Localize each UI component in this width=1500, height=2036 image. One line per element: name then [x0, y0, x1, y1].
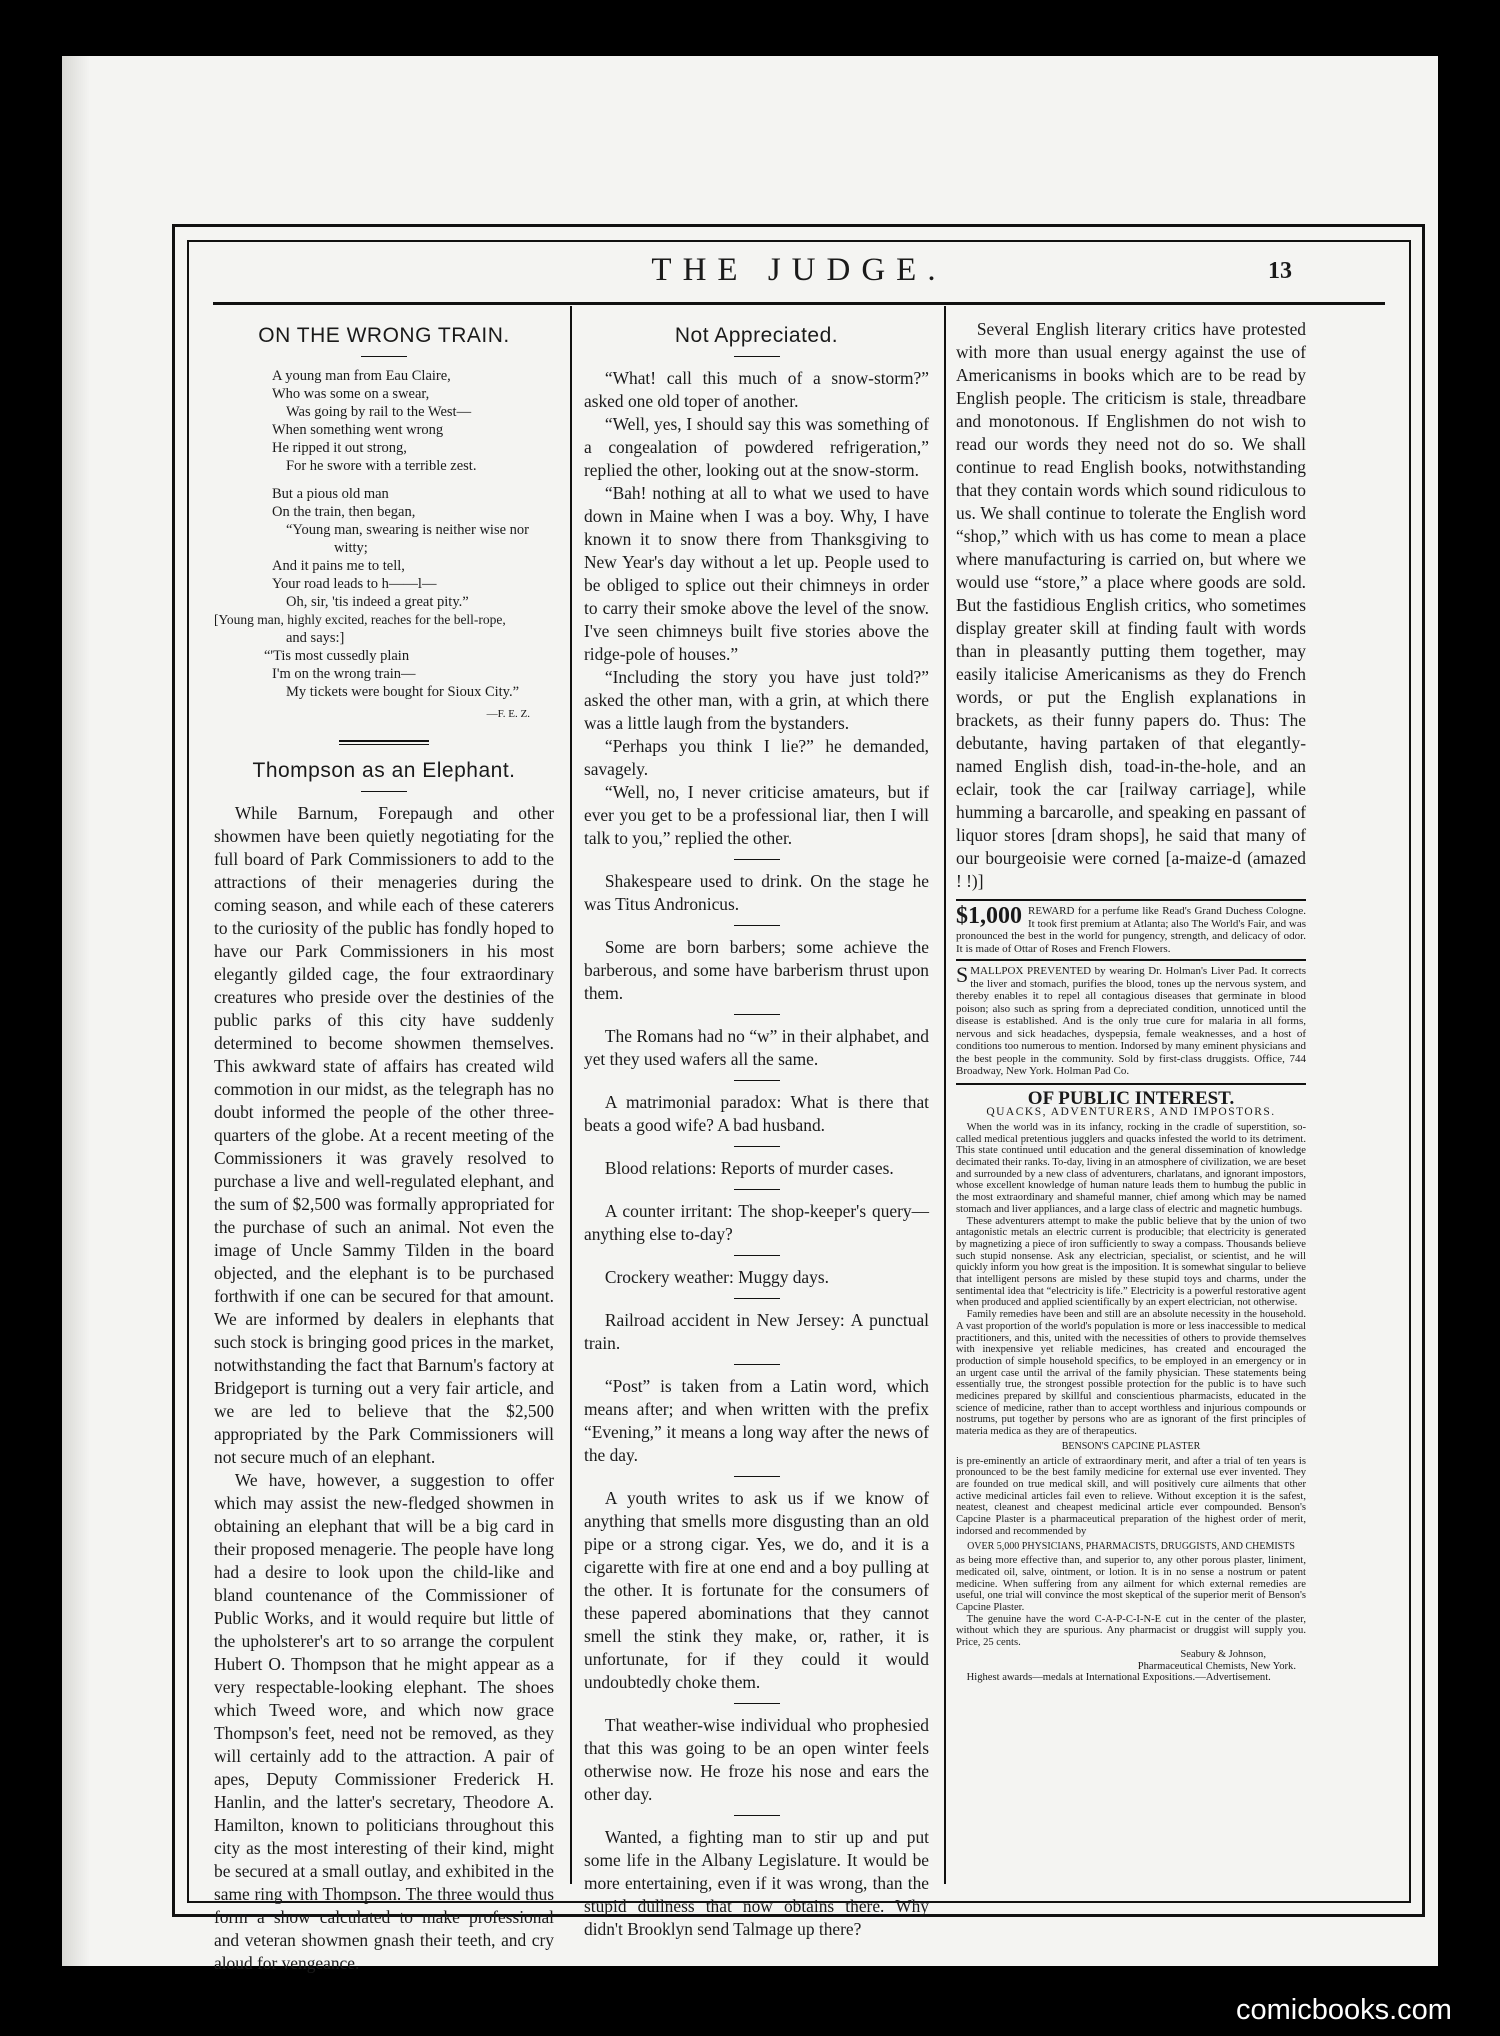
squib: Some are born barbers; some achieve the barberous, and some have barberism thrust upon them. — [584, 937, 929, 1003]
ad-product-heading: BENSON'S CAPCINE PLASTER — [1061, 1440, 1201, 1452]
article-paragraph: “Well, no, I never criticise amateurs, but if ever you get to be a professional liar, then I will talk to you,” replied the other. — [584, 782, 929, 848]
item-rule — [734, 1703, 780, 1704]
article-paragraph: While Barnum, Forepaugh and other showmen have been quietly negotiating for the full board of Park Commissioners to add to the attractions of their menageries during the coming season, and while each of these caterers to the curiosity of the public has fondly hoped to have our Park Commissioners in his most elegantly gilded cage, the four extraordinary creatures who preside over the destinies of the public parks of this city have suddenly determined to become showmen themselves. This awkward state of affairs has created wild commotion in our midst, as the telegraph has no doubt informed the people of the other three-quarters of the globe. At a recent meeting of the Commissioners it was gravely resolved to purchase a live and well-regulated elephant, and the sum of $2,500 was formally appropriated for the purchase of such an animal. Not even the image of Uncle Sammy Tilden in the board objected, and the elephant is to be purchased forthwith if one can be secured for that amount. We are informed by dealers in elephants that such stock is bringing good prices in the market, notwithstanding the fact that Barnum's factory at Bridgeport is turning out a very fair article, and we are led to believe that the $2,500 appropriated by the Park Commissioners will not secure much of an elephant. — [214, 803, 554, 1467]
squib: A matrimonial paradox: What is there that beats a good wife? A bad husband. — [584, 1092, 929, 1135]
poem-line: But a pious old man — [272, 486, 389, 502]
squib: Wanted, a fighting man to stir up and put some life in the Albany Legislature. It would be more entertaining, even if it was wrong, than the stupid dullness that now obtains there. Why didn't Brooklyn send Talmage up there? — [584, 1827, 929, 1939]
poem-line: My tickets were bought for Sioux City.” — [286, 684, 520, 700]
title-rule — [734, 356, 780, 357]
ad-drop-cap: S — [956, 962, 969, 987]
column-rule-2 — [944, 306, 946, 1884]
ad-paragraph: When the world was in its infancy, rocking in the cradle of superstition, so-called medical pretentious jugglers and quacks infested the world to its detriment. This state continued until education and the general dissemination of knowledge decimated their ranks. To-day, living in an atmosphere of civilization, we are beset and surrounded by a new class of adventurers, charlatans, and ignorant impostors, whose excellent knowledge of human nature leads them to humbug the public in the most extraordinary and shameful manner, chief among which may be named stomach and liver appliances, and a large class of electric and magnetic humbugs. — [956, 1121, 1306, 1215]
poem-signature: —F. E. Z. — [486, 708, 530, 720]
page-spine — [62, 56, 90, 1966]
squib: Crockery weather: Muggy days. — [604, 1267, 829, 1287]
squib: “Post” is taken from a Latin word, which means after; and when written with the prefix “Evening,” it means a long way after the news of the day. — [584, 1376, 929, 1465]
ad-paragraph: Highest awards—medals at International Expositions.—Advertisement. — [966, 1672, 1271, 1684]
ad-signature: Pharmaceutical Chemists, New York. — [1137, 1660, 1296, 1672]
item-rule — [734, 1189, 780, 1190]
ad-text: REWARD for a perfume like Read's Grand Duchess Cologne. It took first premium at Atlanta; also The World's Fair, and was pronounced the best in the world for pungency, strength, and delicacy of odor. It is made of Ottar of Roses and French Flowers. — [956, 905, 1306, 955]
poem-line: I'm on the wrong train— — [272, 666, 416, 682]
article-paragraph: We have, however, a suggestion to offer which may assist the new-fledged showmen in obtaining an elephant that will be a big card in their proposed menagerie. The people have long had a desire to look upon the child-like and bland countenance of the Commissioner of Public Works, and it would require but little of the upholsterer's art to so arrange the corpulent Hubert O. Thompson that he might appear as a very respectable-looking elephant. The shoes which Tweed wore, and which now grace Thompson's feet, need not be removed, as they will certainly add to the attraction. A pair of apes, Deputy Commissioner Frederick H. Hanlin, and the latter's secretary, Theodore A. Hamilton, known to politicians throughout this city as the most interesting of their kind, might be secured at a small outlay, and exhibited in the same ring with Thompson. The three would thus form a show calculated to make professional and veteran showmen gnash their teeth, and cry aloud for vengeance. — [214, 1470, 554, 1973]
public-interest-advertisement — [956, 1087, 1306, 1684]
page-number: 13 — [1268, 258, 1292, 284]
squib: A counter irritant: The shop-keeper's query—anything else to-day? — [584, 1201, 929, 1244]
item-rule — [734, 1364, 780, 1365]
poem-title: ON THE WRONG TRAIN. — [258, 324, 510, 347]
ad-paragraph: as being more effective than, and superior to, any other porous plaster, liniment, medicated oil, salve, ointment, or lotion. It is in no sense a nostrum or patent medicine. When suffering from any ailment for which external remedies are useful, one trial will convince the most skeptical of the superior merit of Benson's Capcine Plaster. — [956, 1555, 1306, 1614]
article-paragraph: “Bah! nothing at all to what we used to have down in Maine when I was a boy. Why, I have known it to snow there from Thanksgiving to New Year's day without a let up. People used to be obliged to splice out their chimneys in order to carry their smoke above the level of the snow. I've seen chimneys built five stories above the ridge-pole of houses.” — [584, 483, 929, 664]
ad-paragraph: The genuine have the word C-A-P-C-I-N-E cut in the center of the plaster, without which they are spurious. Any pharmacist or druggist will supply you. Price, 25 cents. — [956, 1613, 1306, 1649]
column-2 — [584, 318, 929, 1941]
poem-line: and says:] — [286, 630, 345, 646]
poem-line: [Young man, highly excited, reaches for the bell-rope, — [214, 612, 506, 627]
poem-line: And it pains me to tell, — [272, 558, 405, 574]
item-rule — [734, 1815, 780, 1816]
header-rule — [213, 302, 1385, 305]
item-rule — [734, 925, 780, 926]
poem-line: When something went wrong — [272, 422, 444, 438]
ad-subheading: QUACKS, ADVENTURERS, AND IMPOSTORS. — [986, 1106, 1276, 1119]
column-1 — [214, 318, 554, 1975]
editorial-paragraph: Several English literary critics have protested with more than usual energy against the use of Americanisms in books which are to be read by English people. The criticism is stale, threadbare and monotonous. If Englishmen do not wish to read our words they need not do so. We shall continue to read English books, notwithstanding that they contain words which sound ridiculous to us. We shall continue to tolerate the English word “shop,” which with us has come to mean a place where manufacturing is carried on, but where we would use “store,” a place where goods are sold. But the fastidious English critics, who sometimes display greater skill at finding fault with words than in pleasantly putting them together, may easily italicise Americanisms as they do French words, or put the English explanations in brackets, as their funny papers do. Thus: The debutante, having partaken of that elegantly-named English dish, toad-in-the-hole, and an eclair, took the car [railway carriage], while humming a barcarolle, and speaking en passant of liquor stores [dram shops], he said that many of our bourgeoisie were corned [a-maize-d (amazed ! !)] — [956, 319, 1306, 891]
article-title: Thompson as an Elephant. — [252, 759, 516, 782]
squib: The Romans had no “w” in their alphabet, and yet they used wafers all the same. — [584, 1026, 929, 1069]
title-rule — [361, 791, 407, 792]
smallpox-advertisement — [956, 961, 1306, 1085]
poem-line: “'Tis most cussedly plain — [264, 648, 410, 664]
column-3 — [956, 318, 1306, 1684]
watermark-logo: comicbooks.com — [1236, 1994, 1452, 2026]
poem-line: Oh, sir, 'tis indeed a great pity.” — [286, 594, 469, 610]
ad-paragraph: These adventurers attempt to make the public believe that by the union of two antagonistic metals an electric current is producible; that electricity is generated by magnetizing a piece of iron sufficiently to sway a compass. Thousands believe such stupid nonsense. Ask any electrician, specialist, or scientist, and he will quickly inform you how great is the imposition. It is somewhat singular to believe that intelligent persons are misled by these stupid toys and charms, under the sentimental idea that “electricity is life.” Electricity is a powerful restorative agent when produced and applied scientifically by an expert electrician, not otherwise. — [956, 1215, 1306, 1309]
article-paragraph: “Including the story you have just told?” asked the other man, with a grin, at which there was a little laugh from the bystanders. — [584, 667, 929, 733]
article-title: Not Appreciated. — [674, 324, 839, 347]
squib: Blood relations: Reports of murder cases. — [604, 1158, 894, 1178]
squib: Railroad accident in New Jersey: A punctual train. — [584, 1310, 929, 1353]
ad-price: $1,000 — [956, 903, 1022, 929]
ad-heading: OF PUBLIC INTEREST. — [1027, 1087, 1235, 1109]
poem — [214, 367, 554, 701]
item-rule — [734, 1476, 780, 1477]
ad-text: MALLPOX PREVENTED by wearing Dr. Holman's Liver Pad. It corrects the liver and stomach, purifies the blood, tones up the nervous system, and thereby enables it to repel all contagious diseases that germinate in blood poison; also such as spring from a depreciated condition, unnoticed until the disease is established. And is the only true cure for malaria in all forms, nervous and sick headaches, dyspepsia, female weaknesses, and a host of conditions too numerous to mention. Indorsed by many eminent physicians and the best people in the community. Sold by first-class druggists. Office, 744 Broadway, New York. Holman Pad Co. — [956, 965, 1306, 1077]
poem-line: witty; — [334, 540, 368, 556]
article-paragraph: “Well, yes, I should say this was something of a congealation of powdered refrigeration,” replied the other, looking out at the snow-storm. — [584, 414, 929, 480]
ad-paragraph: is pre-eminently an article of extraordinary merit, and after a trial of ten years is pronounced to be the best family medicine for external use ever invented. They are founded on true medical skill, and will positively cure ailments that other active medicinal articles fail even to relieve. Without exception it is the safest, neatest, cleanest and cheapest medicinal article ever compounded. Benson's Capcine Plaster is a pharmaceutical preparation of the highest order of merit, indorsed and recommended by — [956, 1455, 1306, 1537]
masthead: THE JUDGE. — [651, 252, 947, 288]
poem-line: On the train, then began, — [272, 504, 416, 520]
column-rule-1 — [570, 306, 572, 1884]
ad-endorsement-heading: OVER 5,000 PHYSICIANS, PHARMACISTS, DRUGGISTS, AND CHEMISTS — [967, 1540, 1295, 1552]
poem-line: A young man from Eau Claire, — [272, 368, 451, 384]
squib: Shakespeare used to drink. On the stage he was Titus Andronicus. — [584, 871, 929, 914]
article-paragraph: “Perhaps you think I lie?” he demanded, savagely. — [584, 736, 929, 779]
poem-line: Your road leads to h——l— — [272, 576, 437, 592]
squib: A youth writes to ask us if we know of anything that smells more disgusting than an old pipe or a strong cigar. Yes, we do, and it is a cigarette with fire at one end and a boy pulling at the other. It is fortunate for the consumers of these papered abominations that they cannot smell the stink they make, or, rather, it is unfortunate, for if they could it would undoubtedly choke them. — [584, 1488, 929, 1692]
item-rule — [734, 1298, 780, 1299]
item-rule — [734, 1146, 780, 1147]
item-rule — [734, 1014, 780, 1015]
poem-line: Who was some on a swear, — [272, 386, 430, 402]
perfume-advertisement — [956, 899, 1306, 961]
ad-signature: Seabury & Johnson, — [1180, 1648, 1266, 1660]
ad-paragraph: Family remedies have been and still are an absolute necessity in the household. A vast proportion of the world's population is more or less inaccessible to medical practitioners, and this, united with the necessities of others to provide themselves with inexpensive yet reliable medicines, has created and encouraged the production of simple household specifics, to be employed in an emergency or in an urgent case until the arrival of the family physician. These statements being essentially true, the strongest possible protection for the public is to have such medicines prepared by skillful and conscientious pharmacists, educated in the science of medicine, rather than to accept worthless and injurious compounds or nostrums, put together by persons who are as ignorant of the first principles of materia medica as they are of therapeutics. — [956, 1309, 1306, 1438]
section-rule — [339, 740, 429, 745]
poem-line: For he swore with a terrible zest. — [286, 458, 477, 474]
squib: That weather-wise individual who prophesied that this was going to be an open winter feels otherwise now. He froze his nose and ears the other day. — [584, 1715, 929, 1804]
article-paragraph: “What! call this much of a snow-storm?” asked one old toper of another. — [584, 368, 929, 411]
item-rule — [734, 859, 780, 860]
poem-line: Was going by rail to the West— — [286, 404, 472, 420]
item-rule — [734, 1080, 780, 1081]
poem-line: “Young man, swearing is neither wise nor — [286, 522, 529, 538]
item-rule — [734, 1255, 780, 1256]
poem-line — [272, 475, 554, 485]
title-rule — [361, 356, 407, 357]
poem-line: He ripped it out strong, — [272, 440, 407, 456]
